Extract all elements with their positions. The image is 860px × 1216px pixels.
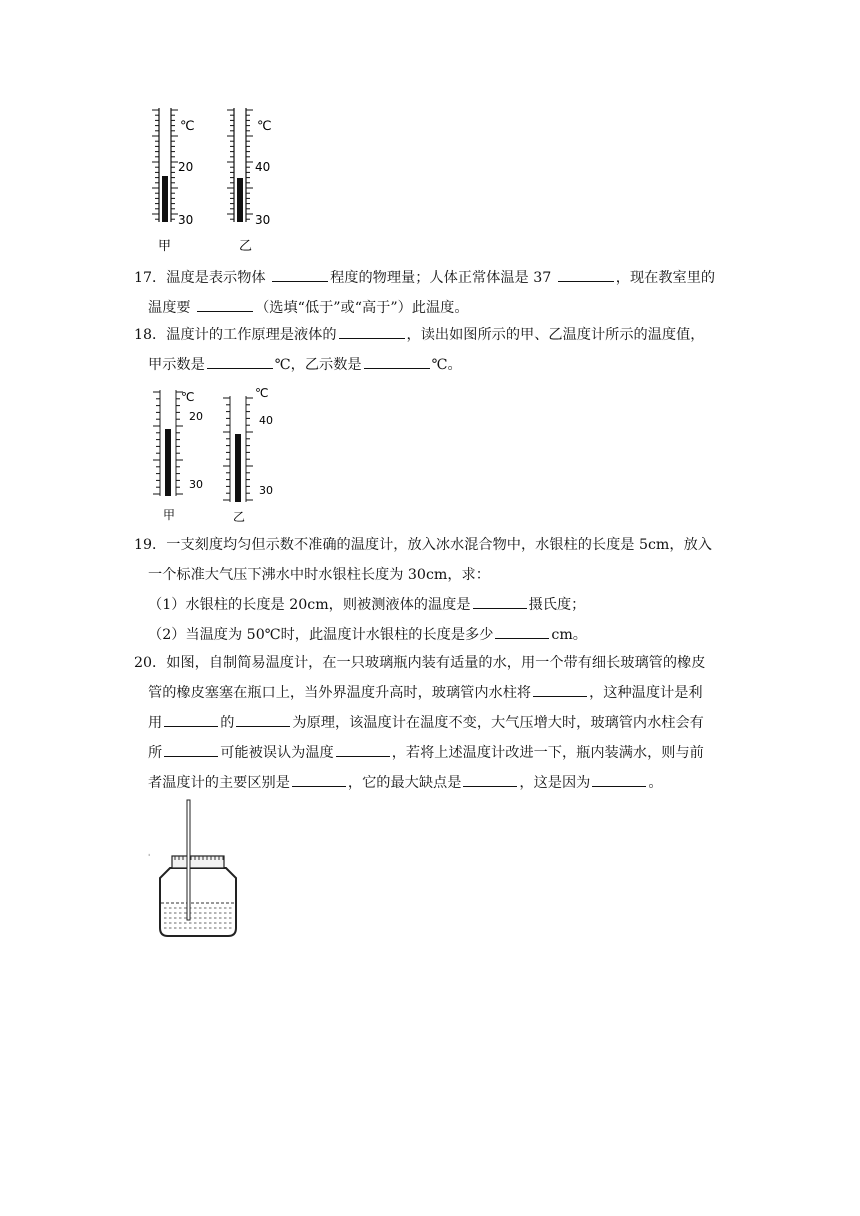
question-text: 。 <box>648 775 663 791</box>
answer-blank[interactable] <box>495 623 549 639</box>
question-text: 一支刻度均匀但示数不准确的温度计，放入冰水混合物中，水银柱的长度是 5cm，放入 <box>166 537 712 553</box>
question-number: 20． <box>134 655 167 671</box>
question-text: ，现在教室里的 <box>615 270 716 286</box>
question-18 <box>134 320 734 380</box>
answer-blank[interactable] <box>533 681 587 697</box>
question-text: 为原理，该温度计在温度不变，大气压增大时，玻璃管内水柱会有 <box>292 715 704 731</box>
question-text: 温度计的工作原理是液体的 <box>166 327 337 343</box>
unit-label-jia: ℃ <box>180 119 195 134</box>
thermometer-yi <box>227 108 272 254</box>
scale-label-top-yi: 40 <box>255 160 271 174</box>
scale-label-bottom-jia: 30 <box>189 478 203 491</box>
svg-text:ˈ: ˈ <box>148 853 151 862</box>
answer-blank[interactable] <box>164 741 218 757</box>
question-text: ，读出如图所示的甲、乙温度计所示的温度值， <box>406 327 705 343</box>
scale-label-bottom-yi: 30 <box>259 484 273 497</box>
mercury-column-yi <box>237 178 243 222</box>
bottle-thermometer-figure <box>140 798 260 948</box>
question-text: （2）当温度为 50℃时，此温度计水银柱的长度是多少 <box>148 627 494 643</box>
scale-label-top-jia: 20 <box>189 410 203 423</box>
mercury-column-jia <box>162 176 168 222</box>
answer-blank[interactable] <box>473 593 527 609</box>
question-text: ，它的最大缺点是 <box>347 775 462 791</box>
rubber-stopper <box>172 856 224 868</box>
question-text: 摄氏度； <box>528 597 586 613</box>
question-text: ，若将上述温度计改进一下，瓶内装满水，则与前 <box>391 745 704 761</box>
question-text: 者温度计的主要区别是 <box>148 775 290 791</box>
question-text: 温度要 <box>148 300 196 316</box>
question-text: ℃，乙示数是 <box>274 357 362 373</box>
caption-jia: 甲 <box>158 239 172 254</box>
question-number: 17． <box>134 270 167 286</box>
answer-blank[interactable] <box>292 771 346 787</box>
question-text: 可能被误认为温度 <box>220 745 334 761</box>
answer-blank[interactable] <box>236 711 290 727</box>
scale-label-bottom-jia: 30 <box>178 213 194 227</box>
question-19 <box>134 530 734 650</box>
thermometer-yi <box>223 386 273 524</box>
question-number: 18． <box>134 327 167 343</box>
question-text: 管的橡皮塞塞在瓶口上，当外界温度升高时，玻璃管内水柱将 <box>148 685 532 701</box>
answer-blank[interactable] <box>197 296 253 312</box>
unit-label-yi: ℃ <box>257 119 272 134</box>
thermometer-figure-2 <box>145 384 295 524</box>
question-text: 温度是表示物体 <box>166 270 271 286</box>
question-number: 19． <box>134 537 167 553</box>
question-text: （选填“低于”或“高于”）此温度。 <box>255 300 469 316</box>
question-text: 如图，自制简易温度计，在一只玻璃瓶内装有适量的水，用一个带有细长玻璃管的橡皮 <box>166 655 706 671</box>
question-text: 所 <box>148 745 163 761</box>
glass-tube <box>187 800 190 920</box>
caption-yi: 乙 <box>239 239 253 254</box>
scale-label-bottom-yi: 30 <box>255 213 271 227</box>
answer-blank[interactable] <box>339 323 405 339</box>
question-text: ，这种温度计是利 <box>589 685 703 701</box>
answer-blank[interactable] <box>272 266 328 282</box>
question-20 <box>134 648 734 798</box>
unit-label-jia: ℃ <box>181 390 195 404</box>
caption-yi: 乙 <box>233 510 246 524</box>
question-text: （1）水银柱的长度是 20cm，则被测液体的温度是 <box>148 597 471 613</box>
thermometer-figure-1 <box>140 100 290 260</box>
answer-blank[interactable] <box>336 741 390 757</box>
question-text: ，这是因为 <box>519 775 591 791</box>
thermometer-jia <box>152 108 195 254</box>
glass-bottle <box>160 868 236 936</box>
answer-blank[interactable] <box>463 771 517 787</box>
thermometer-jia <box>153 390 203 522</box>
answer-blank[interactable] <box>207 353 273 369</box>
answer-blank[interactable] <box>164 711 218 727</box>
question-17 <box>134 263 734 323</box>
scale-label-top-jia: 20 <box>178 160 194 174</box>
scale-label-top-yi: 40 <box>259 414 273 427</box>
answer-blank[interactable] <box>558 266 614 282</box>
question-text: ℃。 <box>431 357 462 373</box>
question-text: 用 <box>148 715 163 731</box>
question-text: 一个标准大气压下沸水中时水银柱长度为 30cm，求： <box>148 567 490 583</box>
caption-jia: 甲 <box>163 508 176 522</box>
mercury-column-yi <box>235 434 241 502</box>
unit-label-yi: ℃ <box>255 386 269 400</box>
answer-blank[interactable] <box>592 771 646 787</box>
question-text: 甲示数是 <box>148 357 205 373</box>
question-text: cm。 <box>551 627 587 643</box>
question-text: 程度的物理量；人体正常体温是 37 <box>330 270 556 286</box>
question-text: 的 <box>220 715 235 731</box>
mercury-column-jia <box>165 429 171 496</box>
answer-blank[interactable] <box>364 353 430 369</box>
